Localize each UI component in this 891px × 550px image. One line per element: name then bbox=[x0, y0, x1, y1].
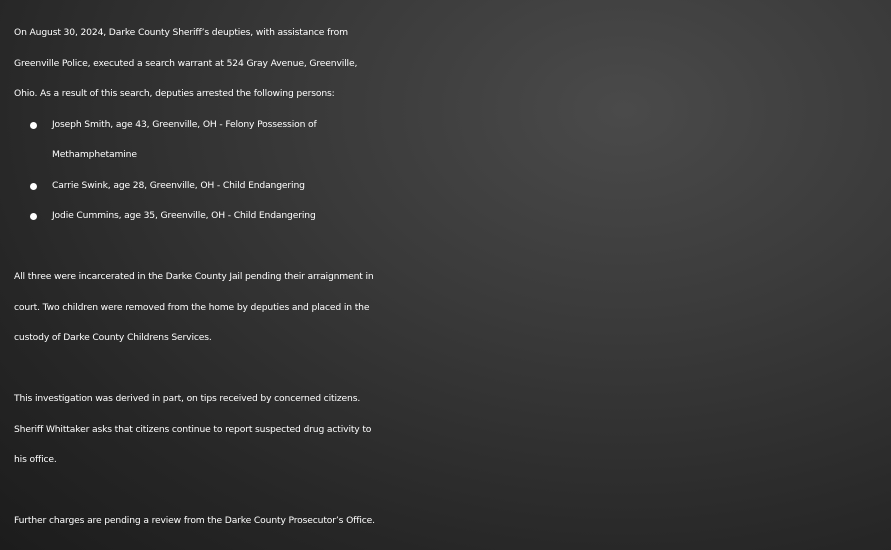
further-line: Further charges are pending a review from the Darke County Prosecutor’s Office. bbox=[14, 515, 375, 526]
arrest-text: Jodie Cummins, age 35, Greenville, OH - Child Endangering bbox=[52, 210, 316, 221]
paragraph-spacer bbox=[14, 354, 891, 385]
intro-line: Greenville Police, executed a search warrant at 524 Gray Avenue, Greenville, bbox=[14, 57, 358, 69]
bullet-icon bbox=[30, 213, 37, 220]
investigation-line: This investigation was derived in part, on tips received by concerned citizens. bbox=[14, 393, 361, 404]
incarceration-line: court. Two children were removed from the home by deputies and placed in the bbox=[14, 301, 370, 313]
list-item bbox=[30, 201, 891, 232]
incarceration-paragraph bbox=[14, 262, 891, 354]
arrest-text: Joseph Smith, age 43, Greenville, OH - Felony Possession of bbox=[52, 118, 317, 130]
investigation-line: his office. bbox=[14, 454, 57, 465]
arrest-text: Methamphetamine bbox=[52, 149, 137, 160]
list-item bbox=[30, 110, 891, 171]
incarceration-line: custody of Darke County Childrens Services. bbox=[14, 332, 212, 343]
paragraph-spacer bbox=[14, 232, 891, 263]
paragraph-spacer bbox=[14, 476, 891, 507]
investigation-line: Sheriff Whittaker asks that citizens continue to report suspected drug activity to bbox=[14, 423, 372, 435]
intro-paragraph bbox=[14, 18, 891, 110]
bullet-icon bbox=[30, 183, 37, 190]
further-charges-paragraph bbox=[14, 506, 891, 537]
bullet-icon bbox=[30, 122, 37, 129]
incarceration-line: All three were incarcerated in the Darke County Jail pending their arraignment in bbox=[14, 271, 374, 282]
investigation-paragraph bbox=[14, 384, 891, 476]
intro-line: Ohio. As a result of this search, deputies arrested the following persons: bbox=[14, 88, 335, 99]
arrest-list bbox=[14, 110, 891, 232]
list-item bbox=[30, 171, 891, 202]
intro-line: On August 30, 2024, Darke County Sheriff’s deupties, with assistance from bbox=[14, 27, 348, 38]
arrest-text: Carrie Swink, age 28, Greenville, OH - Child Endangering bbox=[52, 179, 305, 191]
